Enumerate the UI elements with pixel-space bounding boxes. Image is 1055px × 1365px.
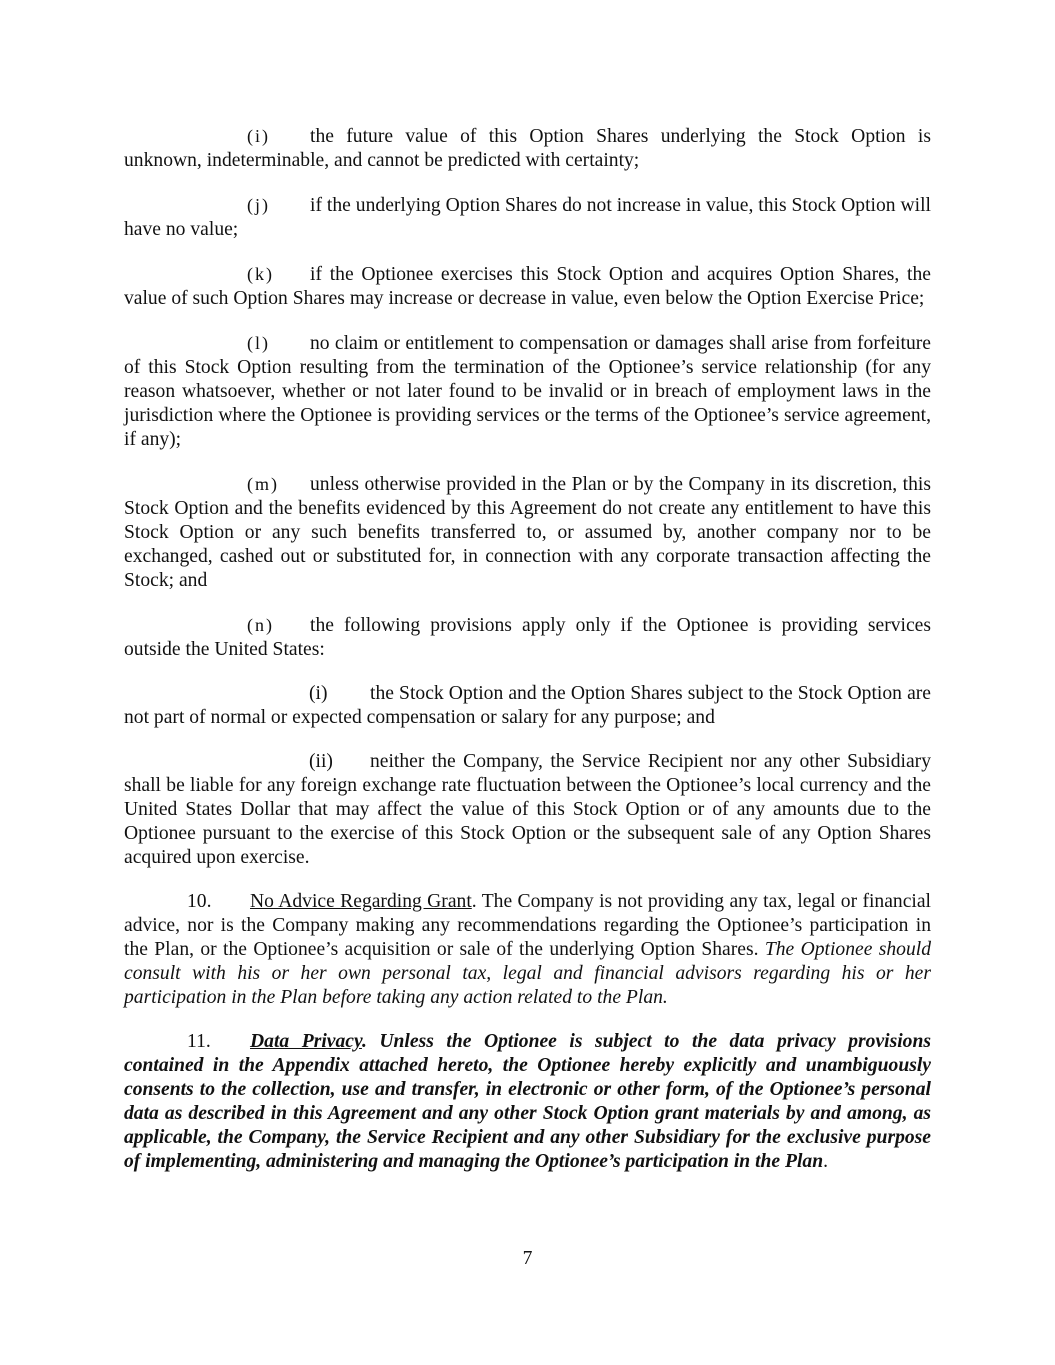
section-italic-text: The Optionee should consult with his or her own personal tax, legal and financial advisors regarding his or her participation in the Plan before taking any action related to the Plan.	[124, 939, 931, 1008]
section-number: 10.	[187, 891, 212, 912]
document-page	[124, 124, 931, 1194]
paragraph-l	[124, 331, 931, 452]
paragraph-label: (m)	[247, 474, 279, 494]
paragraph-text: the following provisions apply only if the Optionee is providing services outside the United States:	[124, 615, 931, 660]
paragraph-text: unless otherwise provided in the Plan or by the Company in its discretion, this Stock Option and the benefits evidenced by this Agreement do not create any entitlement to have this Stock Option or any such benefits transferred to, or assumed by, another company nor to be exchanged, cashed out or substituted for, in connection with any corporate transaction affecting the Stock; and	[124, 474, 931, 591]
section-trailing-period: .	[823, 1151, 829, 1172]
paragraph-label: (k)	[247, 264, 274, 284]
paragraph-label: (i)	[247, 126, 270, 146]
paragraph-label: (j)	[247, 195, 270, 215]
paragraph-i	[124, 124, 931, 173]
section-text: . The Company is not providing any tax, legal or financial advice, nor is the Company making any recommendations regarding the Optionee’s participation in the Plan, or the Optionee’s acquisition or sale of the underlying Option Shares.	[124, 891, 931, 960]
paragraph-text: the future value of this Option Shares underlying the Stock Option is unknown, indeterminable, and cannot be predicted with certainty;	[124, 126, 931, 171]
paragraph-text: if the underlying Option Shares do not increase in value, this Stock Option will have no value;	[124, 195, 931, 240]
paragraph-label: (ii)	[309, 751, 333, 772]
subparagraph-n-i	[124, 682, 931, 730]
paragraph-text: if the Optionee exercises this Stock Option and acquires Option Shares, the value of such Option Shares may increase or decrease in value, even below the Option Exercise Price;	[124, 264, 931, 309]
paragraph-m	[124, 472, 931, 593]
section-11	[124, 1030, 931, 1174]
section-number: 11.	[187, 1031, 211, 1052]
paragraph-label: (n)	[247, 615, 274, 635]
paragraph-text: neither the Company, the Service Recipient nor any other Subsidiary shall be liable for any foreign exchange rate fluctuation between the Optionee’s local currency and the United States Dollar that may affect the value of this Stock Option or of any amounts due to the Optionee pursuant to the exercise of this Stock Option or the subsequent sale of any Option Shares acquired upon exercise.	[124, 751, 931, 868]
section-heading: Data Privacy	[250, 1031, 362, 1052]
paragraph-label: (l)	[247, 333, 270, 353]
paragraph-label: (i)	[309, 683, 328, 704]
paragraph-text: no claim or entitlement to compensation or damages shall arise from forfeiture of this Stock Option resulting from the termination of the Optionee’s service relationship (for any reason whatsoever, whether or not later found to be invalid or in breach of employment laws in the jurisdiction where the Optionee is providing services or the terms of the Optionee’s service agreement, if any);	[124, 333, 931, 450]
page-number: 7	[522, 1248, 533, 1269]
section-text: . Unless the Optionee is subject to the data privacy provisions contained in the Appendix attached hereto, the Optionee hereby explicitly and unambiguously consents to the collection, use and transfer, in electronic or other form, of the Optionee’s personal data as described in this Agreement and any other Stock Option grant materials by and among, as applicable, the Company, the Service Recipient and any other Subsidiary for the exclusive purpose of implementing, administering and managing the Optionee’s participation in the Plan	[124, 1031, 931, 1172]
subparagraph-n-ii	[124, 750, 931, 870]
paragraph-n	[124, 613, 931, 662]
section-10	[124, 890, 931, 1010]
section-heading: No Advice Regarding Grant	[250, 891, 472, 912]
paragraph-j	[124, 193, 931, 242]
paragraph-k	[124, 262, 931, 311]
paragraph-text: the Stock Option and the Option Shares subject to the Stock Option are not part of normal or expected compensation or salary for any purpose; and	[124, 683, 931, 728]
